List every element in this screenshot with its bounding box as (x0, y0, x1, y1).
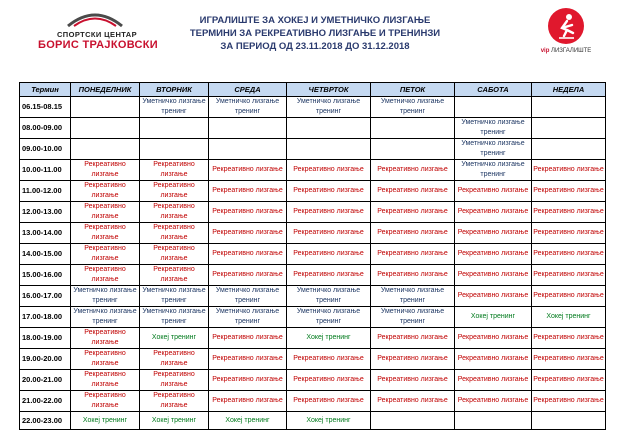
schedule-cell (71, 391, 140, 412)
time-slot: 10.00-11.00 (20, 160, 71, 181)
schedule-cell (71, 139, 140, 160)
schedule-table (19, 82, 606, 430)
activity-label: Рекреативно лизгање (457, 250, 529, 257)
activity-label: Рекреативно лизгање (457, 376, 529, 383)
schedule-cell (71, 265, 140, 286)
schedule-cell (532, 412, 606, 430)
time-slot: 18.00-19.00 (20, 328, 71, 349)
schedule-cell (140, 223, 209, 244)
activity-label: Рекреативно лизгање (84, 203, 126, 220)
schedule-cell (209, 118, 287, 139)
column-header: СРЕДА (209, 83, 287, 97)
schedule-cell (371, 244, 455, 265)
activity-label: Рекреативно лизгање (153, 203, 195, 220)
schedule-cell (71, 286, 140, 307)
table-header-row (20, 83, 606, 97)
activity-label: Рекреативно лизгање (84, 392, 126, 409)
schedule-cell (371, 328, 455, 349)
activity-label: Рекреативно лизгање (377, 355, 448, 362)
activity-label: Рекреативно лизгање (212, 229, 283, 236)
activity-label: Рекреативно лизгање (293, 208, 364, 215)
time-slot: 12.00-13.00 (20, 202, 71, 223)
activity-label: Уметничко лизгање тренинг (461, 140, 525, 157)
activity-label: Рекреативно лизгање (533, 208, 604, 215)
schedule-cell (209, 328, 287, 349)
schedule-cell (455, 244, 532, 265)
activity-label: Уметничко лизгање тренинг (380, 287, 445, 304)
activity-label: Рекреативно лизгање (293, 355, 364, 362)
schedule-cell (371, 118, 455, 139)
schedule-cell (209, 139, 287, 160)
schedule-cell (371, 370, 455, 391)
schedule-cell (532, 391, 606, 412)
activity-label: Рекреативно лизгање (84, 161, 126, 178)
schedule-cell (455, 412, 532, 430)
schedule-cell (371, 349, 455, 370)
schedule-cell (532, 118, 606, 139)
activity-label: Хокеј тренинг (151, 416, 197, 424)
table-row (20, 223, 606, 244)
activity-label: Рекреативно лизгање (153, 266, 195, 283)
activity-label: Рекреативно лизгање (377, 376, 448, 383)
schedule-cell (455, 286, 532, 307)
schedule-cell (140, 370, 209, 391)
schedule-cell (371, 412, 455, 430)
activity-label: Рекреативно лизгање (377, 334, 448, 341)
schedule-cell (140, 139, 209, 160)
table-row (20, 160, 606, 181)
schedule-cell (71, 307, 140, 328)
table-row (20, 181, 606, 202)
schedule-cell (140, 118, 209, 139)
activity-label: Рекреативно лизгање (533, 187, 604, 194)
schedule-cell (209, 160, 287, 181)
time-slot: 08.00-09.00 (20, 118, 71, 139)
schedule-cell (140, 265, 209, 286)
schedule-cell (455, 349, 532, 370)
schedule-cell (140, 160, 209, 181)
schedule-cell (209, 181, 287, 202)
activity-label: Рекреативно лизгање (212, 376, 283, 383)
activity-label: Рекреативно лизгање (293, 250, 364, 257)
skater-icon (548, 8, 584, 44)
activity-label: Рекреативно лизгање (153, 161, 195, 178)
schedule-cell (532, 370, 606, 391)
column-header: САБОТА (455, 83, 532, 97)
table-row (20, 391, 606, 412)
activity-label: Уметничко лизгање тренинг (142, 98, 206, 115)
schedule-cell (287, 412, 371, 430)
header-line-3: ЗА ПЕРИОД ОД 23.11.2018 ДО 31.12.2018 (220, 41, 410, 52)
column-header: НЕДЕЛА (532, 83, 606, 97)
schedule-cell (532, 328, 606, 349)
sports-center-logo (28, 8, 168, 54)
activity-label: Уметничко лизгање тренинг (380, 98, 445, 115)
schedule-cell (287, 328, 371, 349)
column-header: ВТОРНИК (140, 83, 209, 97)
schedule-cell (71, 412, 140, 430)
schedule-cell (532, 223, 606, 244)
activity-label: Рекреативно лизгање (212, 166, 283, 173)
schedule-cell (371, 223, 455, 244)
activity-label: Рекреативно лизгање (377, 166, 448, 173)
schedule-cell (140, 97, 209, 118)
schedule-cell (455, 160, 532, 181)
schedule-cell (287, 202, 371, 223)
schedule-cell (455, 223, 532, 244)
schedule-cell (371, 307, 455, 328)
schedule-cell (371, 97, 455, 118)
schedule-cell (209, 97, 287, 118)
schedule-cell (532, 139, 606, 160)
activity-label: Рекреативно лизгање (533, 166, 604, 173)
schedule-cell (209, 286, 287, 307)
activity-label: Рекреативно лизгање (84, 266, 126, 283)
schedule-cell (71, 202, 140, 223)
vip-rink-logo (536, 8, 596, 64)
activity-label: Уметничко лизгање тренинг (142, 287, 206, 304)
schedule-cell (71, 328, 140, 349)
activity-label: Уметничко лизгање тренинг (215, 98, 280, 115)
time-slot: 20.00-21.00 (20, 370, 71, 391)
schedule-cell (209, 307, 287, 328)
activity-label: Рекреативно лизгање (457, 292, 529, 299)
schedule-cell (532, 160, 606, 181)
activity-label: Рекреативно лизгање (293, 166, 364, 173)
table-row (20, 244, 606, 265)
table-row (20, 412, 606, 430)
schedule-cell (532, 181, 606, 202)
activity-label: Уметничко лизгање тренинг (296, 98, 361, 115)
activity-label: Рекреативно лизгање (457, 397, 529, 404)
schedule-cell (371, 181, 455, 202)
activity-label: Рекреативно лизгање (533, 271, 604, 278)
schedule-cell (532, 307, 606, 328)
logo-line-2: БОРИС ТРАЈКОВСКИ (37, 39, 158, 51)
activity-label: Рекреативно лизгање (212, 355, 283, 362)
table-row (20, 286, 606, 307)
schedule-cell (455, 307, 532, 328)
column-header: ПЕТОК (371, 83, 455, 97)
schedule-cell (371, 139, 455, 160)
activity-label: Рекреативно лизгање (377, 229, 448, 236)
schedule-cell (371, 286, 455, 307)
activity-label: Рекреативно лизгање (153, 371, 195, 388)
activity-label: Хокеј тренинг (546, 313, 591, 320)
schedule-cell (209, 202, 287, 223)
schedule-cell (71, 160, 140, 181)
schedule-cell (371, 202, 455, 223)
schedule-cell (287, 370, 371, 391)
schedule-cell (455, 391, 532, 412)
activity-label: Рекреативно лизгање (212, 397, 283, 404)
time-slot: 14.00-15.00 (20, 244, 71, 265)
activity-label: Уметничко лизгање тренинг (215, 287, 280, 304)
time-slot: 15.00-16.00 (20, 265, 71, 286)
activity-label: Рекреативно лизгање (293, 397, 364, 404)
activity-label: Хокеј тренинг (225, 416, 270, 424)
activity-label: Уметничко лизгање тренинг (461, 119, 525, 136)
schedule-cell (371, 391, 455, 412)
activity-label: Рекреативно лизгање (377, 187, 448, 194)
activity-label: Рекреативно лизгање (377, 271, 448, 278)
table-row (20, 97, 606, 118)
activity-label: Рекреативно лизгање (212, 334, 283, 341)
schedule-cell (455, 265, 532, 286)
table-row (20, 349, 606, 370)
activity-label: Рекреативно лизгање (84, 182, 126, 199)
schedule-cell (287, 244, 371, 265)
schedule-cell (455, 328, 532, 349)
activity-label: Рекреативно лизгање (293, 187, 364, 194)
schedule-cell (532, 265, 606, 286)
vip-rink-caption: vip ЛИЗГАЛИШТЕ (540, 48, 592, 54)
activity-label: Рекреативно лизгање (84, 224, 126, 241)
schedule-cell (455, 139, 532, 160)
schedule-cell (140, 328, 209, 349)
activity-label: Рекреативно лизгање (84, 245, 126, 262)
activity-label: Рекреативно лизгање (293, 229, 364, 236)
schedule-cell (287, 265, 371, 286)
activity-label: Рекреативно лизгање (212, 208, 283, 215)
activity-label: Рекреативно лизгање (457, 229, 529, 236)
schedule-cell (140, 244, 209, 265)
table-row (20, 265, 606, 286)
schedule-cell (140, 286, 209, 307)
schedule-cell (140, 349, 209, 370)
schedule-cell (287, 160, 371, 181)
schedule-cell (532, 202, 606, 223)
schedule-cell (209, 223, 287, 244)
schedule-cell (287, 181, 371, 202)
activity-label: Рекреативно лизгање (533, 376, 604, 383)
table-row (20, 328, 606, 349)
time-slot: 13.00-14.00 (20, 223, 71, 244)
schedule-cell (455, 97, 532, 118)
activity-label: Хокеј тренинг (306, 334, 351, 341)
schedule-cell (71, 370, 140, 391)
schedule-cell (455, 181, 532, 202)
schedule-cell (209, 265, 287, 286)
activity-label: Хокеј тренинг (82, 416, 128, 424)
schedule-cell (455, 118, 532, 139)
column-header: ЧЕТВРТОК (287, 83, 371, 97)
activity-label: Хокеј тренинг (306, 416, 351, 424)
activity-label: Рекреативно лизгање (457, 208, 529, 215)
table-row (20, 202, 606, 223)
activity-label: Рекреативно лизгање (533, 334, 604, 341)
activity-label: Хокеј тренинг (151, 334, 197, 341)
activity-label: Рекреативно лизгање (84, 329, 126, 346)
activity-label: Рекреативно лизгање (533, 250, 604, 257)
schedule-cell (209, 412, 287, 430)
activity-label: Рекреативно лизгање (84, 371, 126, 388)
schedule-cell (209, 391, 287, 412)
activity-label: Рекреативно лизгање (457, 334, 529, 341)
activity-label: Хокеј тренинг (470, 313, 516, 320)
activity-label: Рекреативно лизгање (533, 355, 604, 362)
time-slot: 06.15-08.15 (20, 97, 71, 118)
schedule-cell (532, 349, 606, 370)
schedule-cell (287, 139, 371, 160)
activity-label: Уметничко лизгање тренинг (142, 308, 206, 325)
activity-label: Рекреативно лизгање (377, 208, 448, 215)
activity-label: Рекреативно лизгање (153, 392, 195, 409)
activity-label: Уметничко лизгање тренинг (73, 308, 137, 325)
activity-label: Рекреативно лизгање (533, 229, 604, 236)
schedule-cell (71, 244, 140, 265)
header-line-1: ИГРАЛИШТЕ ЗА ХОКЕЈ И УМЕТНИЧКО ЛИЗГАЊЕ (199, 15, 431, 26)
time-slot: 21.00-22.00 (20, 391, 71, 412)
activity-label: Рекреативно лизгање (377, 397, 448, 404)
schedule-cell (71, 118, 140, 139)
activity-label: Рекреативно лизгање (533, 292, 604, 299)
activity-label: Уметничко лизгање тренинг (296, 287, 361, 304)
activity-label: Рекреативно лизгање (153, 224, 195, 241)
schedule-cell (532, 97, 606, 118)
column-header: Термин (20, 83, 71, 97)
schedule-cell (71, 97, 140, 118)
schedule-cell (209, 349, 287, 370)
activity-label: Уметничко лизгање тренинг (73, 287, 137, 304)
schedule-cell (287, 349, 371, 370)
schedule-cell (371, 265, 455, 286)
activity-label: Рекреативно лизгање (153, 182, 195, 199)
activity-label: Рекреативно лизгање (212, 271, 283, 278)
schedule-cell (209, 244, 287, 265)
activity-label: Уметничко лизгање тренинг (215, 308, 280, 325)
schedule-cell (287, 286, 371, 307)
header-line-2: ТЕРМИНИ ЗА РЕКРЕАТИВНО ЛИЗГАЊЕ И ТРЕНИНЗИ (189, 28, 441, 39)
schedule-cell (455, 202, 532, 223)
schedule-cell (140, 307, 209, 328)
schedule-cell (532, 286, 606, 307)
activity-label: Рекреативно лизгање (212, 250, 283, 257)
schedule-cell (140, 391, 209, 412)
activity-label: Рекреативно лизгање (212, 187, 283, 194)
table-row (20, 307, 606, 328)
schedule-cell (371, 160, 455, 181)
column-header: ПОНЕДЕЛНИК (71, 83, 140, 97)
schedule-cell (71, 181, 140, 202)
time-slot: 16.00-17.00 (20, 286, 71, 307)
time-slot: 11.00-12.00 (20, 181, 71, 202)
time-slot: 09.00-10.00 (20, 139, 71, 160)
activity-label: Рекреативно лизгање (293, 271, 364, 278)
table-row (20, 370, 606, 391)
schedule-cell (532, 244, 606, 265)
activity-label: Рекреативно лизгање (293, 376, 364, 383)
activity-label: Рекреативно лизгање (533, 397, 604, 404)
page-header (175, 14, 455, 53)
activity-label: Рекреативно лизгање (457, 271, 529, 278)
activity-label: Рекреативно лизгање (377, 250, 448, 257)
schedule-cell (140, 181, 209, 202)
schedule-cell (209, 370, 287, 391)
time-slot: 19.00-20.00 (20, 349, 71, 370)
stadium-arc-icon (66, 8, 124, 28)
schedule-cell (287, 97, 371, 118)
schedule-cell (287, 223, 371, 244)
schedule-cell (71, 223, 140, 244)
table-row (20, 139, 606, 160)
schedule-cell (140, 202, 209, 223)
time-slot: 17.00-18.00 (20, 307, 71, 328)
schedule-cell (287, 391, 371, 412)
logo-line-1: СПОРТСКИ ЦЕНТАР (56, 30, 138, 39)
activity-label: Уметничко лизгање тренинг (461, 161, 525, 178)
schedule-cell (455, 370, 532, 391)
schedule-cell (140, 412, 209, 430)
activity-label: Рекреативно лизгање (153, 245, 195, 262)
activity-label: Рекреативно лизгање (153, 350, 195, 367)
schedule-cell (71, 349, 140, 370)
activity-label: Уметничко лизгање тренинг (296, 308, 361, 325)
activity-label: Рекреативно лизгање (84, 350, 126, 367)
schedule-cell (287, 307, 371, 328)
activity-label: Уметничко лизгање тренинг (380, 308, 445, 325)
table-row (20, 118, 606, 139)
activity-label: Рекреативно лизгање (457, 355, 529, 362)
schedule-cell (287, 118, 371, 139)
activity-label: Рекреативно лизгање (457, 187, 529, 194)
time-slot: 22.00-23.00 (20, 412, 71, 430)
